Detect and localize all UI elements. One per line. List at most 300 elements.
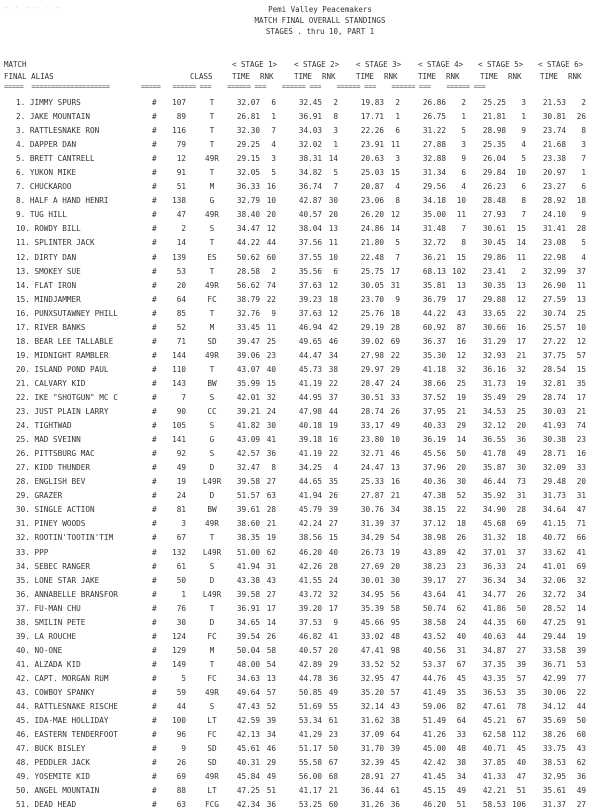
number-sign: # <box>152 294 157 304</box>
stage-4-rank: 48 <box>456 744 466 754</box>
shooter-alias: 45. IDA-MAE HOLLIDAY <box>16 716 109 726</box>
stage-1-time: 34.47 <box>236 224 260 234</box>
stage-5-rank: 34 <box>516 575 526 585</box>
table-row <box>0 489 600 503</box>
stage-5-time: 30.35 <box>482 280 506 290</box>
number-sign: # <box>152 322 157 332</box>
stage-3-time: 39.02 <box>360 336 384 346</box>
stage-2-time: 51.17 <box>298 744 322 754</box>
table-row <box>0 419 600 433</box>
stage-5-time: 41.78 <box>482 449 506 459</box>
time-header: TIME <box>540 72 559 81</box>
stage-2-time: 35.56 <box>298 266 322 276</box>
stage-3-rank: 8 <box>395 196 400 206</box>
stage-4-time: 39.17 <box>422 575 446 585</box>
stage-3-rank: 22 <box>390 350 400 360</box>
stage-4-time: 37.96 <box>422 463 446 473</box>
stage-1-rank: 49 <box>266 772 276 782</box>
stage-1-rank: 23 <box>266 350 276 360</box>
stage-2-time: 40.18 <box>298 421 322 431</box>
number-sign: # <box>152 238 157 248</box>
stage-4-rank: 34 <box>456 772 466 782</box>
stage-6-rank: 37 <box>576 266 586 276</box>
stage-4-rank: 27 <box>456 575 466 585</box>
stage-3-rank: 3 <box>395 154 400 164</box>
stage-3-rank: 57 <box>390 687 400 697</box>
stage-5-time: 58.53 <box>482 800 506 810</box>
stage-3-rank: 49 <box>390 421 400 431</box>
stage-3-rank: 27 <box>390 772 400 782</box>
stage-2-rank: 67 <box>328 758 338 768</box>
stage-2-rank: 41 <box>328 631 338 641</box>
stage-1-time: 42.13 <box>236 730 260 740</box>
stage-2-rank: 10 <box>328 252 338 262</box>
stage-4-time: 38.58 <box>422 617 446 627</box>
stage-6-rank: 13 <box>576 294 586 304</box>
stage-2-time: 37.63 <box>298 280 322 290</box>
stage-6-rank: 36 <box>576 772 586 782</box>
stage-2-rank: 15 <box>328 533 338 543</box>
stage-4-rank: 29 <box>456 421 466 431</box>
stage-2-rank: 8 <box>333 112 338 122</box>
shooter-number: 61 <box>176 561 186 571</box>
stage-3-time: 32.14 <box>360 702 384 712</box>
stage-2-rank: 20 <box>328 645 338 655</box>
header-divider: ===== ==================== ===== ====== === ====== === ====== === ====== === ====== === ====== === <box>4 83 486 91</box>
stage-6-time: 33.58 <box>542 645 566 655</box>
stage-1-time: 33.45 <box>236 322 260 332</box>
stage-3-time: 31.62 <box>360 716 384 726</box>
shooter-class: ES <box>207 252 217 262</box>
shooter-class: FC <box>207 631 217 641</box>
stage-6-time: 32.99 <box>542 266 566 276</box>
table-row <box>0 321 600 335</box>
shooter-alias: 27. KIDD THUNDER <box>16 463 91 473</box>
stage-3-rank: 21 <box>390 491 400 501</box>
table-row <box>0 363 600 377</box>
stage-2-time: 36.91 <box>298 112 322 122</box>
stage-4-rank: 16 <box>456 336 466 346</box>
stage-6-time: 25.57 <box>542 322 566 332</box>
stage-3-time: 26.73 <box>360 547 384 557</box>
stage-4-rank: 9 <box>461 154 466 164</box>
stage-3-rank: 4 <box>395 182 400 192</box>
stage-2-rank: 39 <box>328 505 338 515</box>
stage-1-rank: 20 <box>266 210 276 220</box>
shooter-alias: 38. SMILIN PETE <box>16 617 86 627</box>
stage-5-time: 35.49 <box>482 392 506 402</box>
stage-3-time: 27.69 <box>360 561 384 571</box>
stage-2-rank: 19 <box>328 421 338 431</box>
stage-3-rank: 26 <box>390 407 400 417</box>
stage-6-time: 21.53 <box>542 98 566 107</box>
table-row <box>0 770 600 784</box>
shooter-alias: 39. LA ROUCHE <box>16 631 77 641</box>
stage-2-time: 34.82 <box>298 168 322 178</box>
stage-2-time: 37.55 <box>298 252 322 262</box>
stage-5-rank: 60 <box>516 617 526 627</box>
shooter-class: S <box>209 449 215 459</box>
shooter-number: 59 <box>176 687 186 697</box>
stage-2-time: 39.20 <box>298 603 322 613</box>
shooter-alias: 1. JIMMY SPURS <box>16 98 81 107</box>
stage-3-rank: 16 <box>390 477 400 487</box>
shooter-number: 124 <box>172 631 186 641</box>
shooter-alias: 33. PPP <box>16 547 49 557</box>
stage-3-rank: 2 <box>395 98 400 107</box>
stage-6-time: 33.75 <box>542 744 566 754</box>
stage-3-rank: 95 <box>390 617 400 627</box>
shooter-number: 138 <box>172 196 186 206</box>
stage-3-time: 17.71 <box>360 112 384 122</box>
stage-5-rank: 6 <box>521 182 526 192</box>
stage-2-time: 46.20 <box>298 547 322 557</box>
shooter-alias: 12. DIRTY DAN <box>16 252 77 262</box>
stage-1-header: < STAGE 1> <box>232 60 278 69</box>
rnk-header: RNK <box>446 72 460 81</box>
stage-1-rank: 54 <box>266 659 276 669</box>
stage-1-rank: 21 <box>266 519 276 529</box>
stage-1-time: 35.99 <box>236 378 260 388</box>
stage-1-time: 47.43 <box>236 702 260 712</box>
stage-2-rank: 44 <box>328 407 338 417</box>
stage-5-rank: 28 <box>516 505 526 515</box>
shooter-class: LT <box>207 716 217 726</box>
stage-1-time: 32.76 <box>236 308 260 318</box>
stage-3-rank: 61 <box>390 786 400 796</box>
stage-5-time: 23.41 <box>482 266 506 276</box>
stage-4-rank: 23 <box>456 561 466 571</box>
shooter-class: G <box>209 435 215 445</box>
number-sign: # <box>152 477 157 487</box>
number-sign: # <box>152 687 157 697</box>
stage-5-time: 30.45 <box>482 238 506 248</box>
time-header: TIME <box>356 72 375 81</box>
stage-3-rank: 29 <box>390 364 400 374</box>
stage-6-header: < STAGE 6> <box>538 60 584 69</box>
stage-3-time: 30.76 <box>360 505 384 515</box>
table-row <box>0 166 600 180</box>
stage-4-time: 45.15 <box>422 786 446 796</box>
number-sign: # <box>152 645 157 655</box>
stage-3-time: 27.87 <box>360 491 384 501</box>
stage-3-rank: 11 <box>390 140 400 150</box>
stage-1-time: 42.34 <box>236 800 260 810</box>
table-row <box>0 630 600 644</box>
stage-3-time: 45.66 <box>360 617 384 627</box>
stage-1-time: 48.00 <box>236 659 260 669</box>
stage-5-rank: 11 <box>516 252 526 262</box>
shooter-alias: 29. GRAZER <box>16 491 63 501</box>
stage-3-rank: 6 <box>395 126 400 136</box>
number-sign: # <box>152 126 157 136</box>
stage-2-rank: 42 <box>328 322 338 332</box>
shooter-class: 49R <box>205 772 219 782</box>
stage-1-time: 38.60 <box>236 519 260 529</box>
shooter-class: SD <box>207 758 217 768</box>
stage-3-time: 31.70 <box>360 744 384 754</box>
stage-3-time: 28.91 <box>360 772 384 782</box>
stage-2-rank: 30 <box>328 196 338 206</box>
stage-3-rank: 37 <box>390 519 400 529</box>
stage-6-rank: 69 <box>576 561 586 571</box>
stage-4-rank: 82 <box>456 702 466 712</box>
number-sign: # <box>152 702 157 712</box>
shooter-class: LT <box>207 786 217 796</box>
stage-1-time: 44.22 <box>236 238 260 248</box>
stage-6-time: 22.98 <box>542 252 566 262</box>
table-row <box>0 588 600 602</box>
stage-1-rank: 27 <box>266 477 276 487</box>
stage-3-time: 35.39 <box>360 603 384 613</box>
stage-5-time: 26.23 <box>482 182 506 192</box>
number-sign: # <box>152 168 157 178</box>
shooter-class: D <box>209 575 215 585</box>
stage-4-time: 50.74 <box>422 603 446 613</box>
shooter-alias: 15. MINDJAMMER <box>16 294 81 304</box>
stage-1-time: 32.07 <box>236 98 260 107</box>
stage-2-rank: 40 <box>328 547 338 557</box>
stage-3-rank: 64 <box>390 730 400 740</box>
shooter-alias: 41. ALZADA KID <box>16 659 81 669</box>
stage-1-time: 42.01 <box>236 392 260 402</box>
stage-6-time: 42.99 <box>542 673 566 683</box>
stage-5-time: 32.93 <box>482 350 506 360</box>
stage-6-time: 37.75 <box>542 350 566 360</box>
shooter-number: 139 <box>172 252 186 262</box>
stage-5-time: 33.65 <box>482 308 506 318</box>
stage-6-time: 31.73 <box>542 491 566 501</box>
stage-3-time: 36.44 <box>360 786 384 796</box>
stage-1-rank: 36 <box>266 800 276 810</box>
stage-2-time: 50.85 <box>298 687 322 697</box>
stage-5-time: 37.01 <box>482 547 506 557</box>
shooter-number: 91 <box>176 168 186 178</box>
shooter-class: BW <box>207 378 217 388</box>
table-row <box>0 560 600 574</box>
stage-2-time: 42.24 <box>298 519 322 529</box>
stage-6-rank: 8 <box>581 126 586 136</box>
stage-1-time: 40.31 <box>236 758 260 768</box>
stage-6-time: 32.95 <box>542 772 566 782</box>
shooter-number: 116 <box>172 126 186 136</box>
rnk-header: RNK <box>384 72 398 81</box>
shooter-class: T <box>209 533 215 543</box>
stage-4-rank: 3 <box>461 140 466 150</box>
stage-1-rank: 16 <box>266 182 276 192</box>
shooter-number: 71 <box>176 336 186 346</box>
stage-4-time: 26.75 <box>422 112 446 122</box>
stage-3-time: 37.09 <box>360 730 384 740</box>
shooter-number: 64 <box>176 294 186 304</box>
stage-4-time: 32.72 <box>422 238 446 248</box>
class-header: CLASS <box>190 72 213 81</box>
stage-3-rank: 19 <box>390 547 400 557</box>
stage-2-rank: 17 <box>328 603 338 613</box>
stage-6-rank: 21 <box>576 407 586 417</box>
stage-6-time: 31.41 <box>542 224 566 234</box>
report-header <box>0 4 600 37</box>
shooter-number: 44 <box>176 702 186 712</box>
stage-5-rank: 15 <box>516 224 526 234</box>
stage-5-rank: 39 <box>516 659 526 669</box>
stage-5-time: 30.61 <box>482 224 506 234</box>
shooter-alias: 11. SPLINTER JACK <box>16 238 95 248</box>
stage-2-rank: 22 <box>328 378 338 388</box>
shooter-alias: 23. JUST PLAIN LARRY <box>16 407 109 417</box>
stage-5-time: 34.77 <box>482 589 506 599</box>
stage-5-rank: 67 <box>516 716 526 726</box>
shooter-class: S <box>209 702 215 712</box>
stage-1-time: 50.62 <box>236 252 260 262</box>
stage-4-rank: 15 <box>456 252 466 262</box>
number-sign: # <box>152 266 157 276</box>
stage-1-time: 34.65 <box>236 617 260 627</box>
table-row <box>0 251 600 265</box>
stage-2-rank: 61 <box>328 716 338 726</box>
shooter-number: 85 <box>176 308 186 318</box>
stage-4-time: 42.42 <box>422 758 446 768</box>
stage-6-time: 28.71 <box>542 449 566 459</box>
shooter-class: T <box>209 98 215 107</box>
stage-6-rank: 19 <box>576 631 586 641</box>
shooter-number: 47 <box>176 210 186 220</box>
shooter-class: FCG <box>205 800 219 810</box>
stage-4-rank: 13 <box>456 280 466 290</box>
shooter-class: FC <box>207 673 217 683</box>
stage-1-rank: 36 <box>266 449 276 459</box>
stage-5-time: 42.21 <box>482 786 506 796</box>
stage-4-time: 37.95 <box>422 407 446 417</box>
stage-4-time: 45.00 <box>422 744 446 754</box>
stage-6-time: 27.59 <box>542 294 566 304</box>
stage-6-time: 34.64 <box>542 505 566 515</box>
stage-5-time: 41.33 <box>482 772 506 782</box>
number-sign: # <box>152 364 157 374</box>
stage-1-rank: 29 <box>266 758 276 768</box>
stage-6-rank: 1 <box>581 168 586 178</box>
stage-5-time: 37.35 <box>482 659 506 669</box>
shooter-class: T <box>209 112 215 122</box>
shooter-number: 49 <box>176 463 186 473</box>
stage-5-time: 40.71 <box>482 744 506 754</box>
stage-1-rank: 1 <box>271 112 276 122</box>
stage-3-rank: 24 <box>390 378 400 388</box>
stage-3-rank: 28 <box>390 322 400 332</box>
stage-3-time: 20.87 <box>360 182 384 192</box>
rnk-header: RNK <box>508 72 522 81</box>
stage-4-rank: 18 <box>456 519 466 529</box>
stage-6-rank: 34 <box>576 589 586 599</box>
stage-5-time: 34.90 <box>482 505 506 515</box>
shooter-number: 92 <box>176 449 186 459</box>
stage-6-rank: 2 <box>581 98 586 107</box>
shooter-number: 9 <box>181 744 186 754</box>
stage-1-time: 56.62 <box>236 280 260 290</box>
shooter-alias: 46. EASTERN TENDERFOOT <box>16 730 118 740</box>
table-row <box>0 307 600 321</box>
stage-3-time: 31.26 <box>360 800 384 810</box>
stage-2-rank: 11 <box>328 238 338 248</box>
shooter-alias: 21. CALVARY KID <box>16 378 86 388</box>
stage-4-rank: 2 <box>461 98 466 107</box>
stage-6-rank: 11 <box>576 280 586 290</box>
stage-6-time: 30.03 <box>542 407 566 417</box>
stage-1-rank: 10 <box>266 196 276 206</box>
stage-4-rank: 35 <box>456 687 466 697</box>
stage-3-rank: 18 <box>390 308 400 318</box>
shooter-class: D <box>209 463 215 473</box>
shooter-class: BW <box>207 505 217 515</box>
stage-1-time: 38.40 <box>236 210 260 220</box>
stage-6-time: 38.53 <box>542 758 566 768</box>
stage-3-rank: 17 <box>390 266 400 276</box>
stage-4-time: 35.00 <box>422 210 446 220</box>
stage-1-rank: 7 <box>271 126 276 136</box>
table-row <box>0 349 600 363</box>
stage-3-time: 34.95 <box>360 589 384 599</box>
report-subtitle: STAGES . thru 10, PART 1 <box>265 27 375 36</box>
number-sign: # <box>152 308 157 318</box>
stage-1-time: 51.00 <box>236 547 260 557</box>
stage-1-rank: 6 <box>271 98 276 107</box>
stage-1-rank: 11 <box>266 322 276 332</box>
stage-4-rank: 49 <box>456 786 466 796</box>
stage-2-rank: 1 <box>333 140 338 150</box>
number-sign: # <box>152 744 157 754</box>
stage-3-time: 20.63 <box>360 154 384 164</box>
stage-3-rank: 33 <box>390 392 400 402</box>
shooter-class: M <box>209 322 215 332</box>
stage-5-rank: 27 <box>516 645 526 655</box>
shooter-number: 141 <box>172 435 186 445</box>
stage-3-rank: 10 <box>390 435 400 445</box>
stage-3-time: 25.75 <box>360 266 384 276</box>
stage-4-rank: 38 <box>456 758 466 768</box>
stage-2-time: 53.25 <box>298 800 322 810</box>
number-sign: # <box>152 716 157 726</box>
stage-4-rank: 87 <box>456 322 466 332</box>
number-sign: # <box>152 210 157 220</box>
stage-2-time: 37.56 <box>298 238 322 248</box>
standings-table <box>0 96 600 812</box>
stage-1-time: 32.47 <box>236 463 260 473</box>
stage-4-rank: 12 <box>456 350 466 360</box>
stage-1-rank: 43 <box>266 575 276 585</box>
stage-5-rank: 73 <box>516 477 526 487</box>
stage-3-rank: 98 <box>390 645 400 655</box>
shooter-number: 19 <box>176 477 186 487</box>
stage-6-rank: 57 <box>576 350 586 360</box>
shooter-number: 89 <box>176 112 186 122</box>
stage-4-time: 31.22 <box>422 126 446 136</box>
stage-4-rank: 40 <box>456 631 466 641</box>
stage-6-time: 29.44 <box>542 631 566 641</box>
stage-1-rank: 41 <box>266 435 276 445</box>
shooter-class: 49R <box>205 210 219 220</box>
number-sign: # <box>152 519 157 529</box>
shooter-alias: 48. PEDDLER JACK <box>16 758 91 768</box>
stage-1-rank: 8 <box>271 463 276 473</box>
table-row <box>0 180 600 194</box>
stage-4-rank: 7 <box>461 224 466 234</box>
stage-3-time: 23.80 <box>360 435 384 445</box>
shooter-number: 143 <box>172 378 186 388</box>
stage-5-rank: 47 <box>516 772 526 782</box>
stage-2-rank: 14 <box>328 154 338 164</box>
stage-5-rank: 30 <box>516 463 526 473</box>
stage-4-time: 36.37 <box>422 336 446 346</box>
